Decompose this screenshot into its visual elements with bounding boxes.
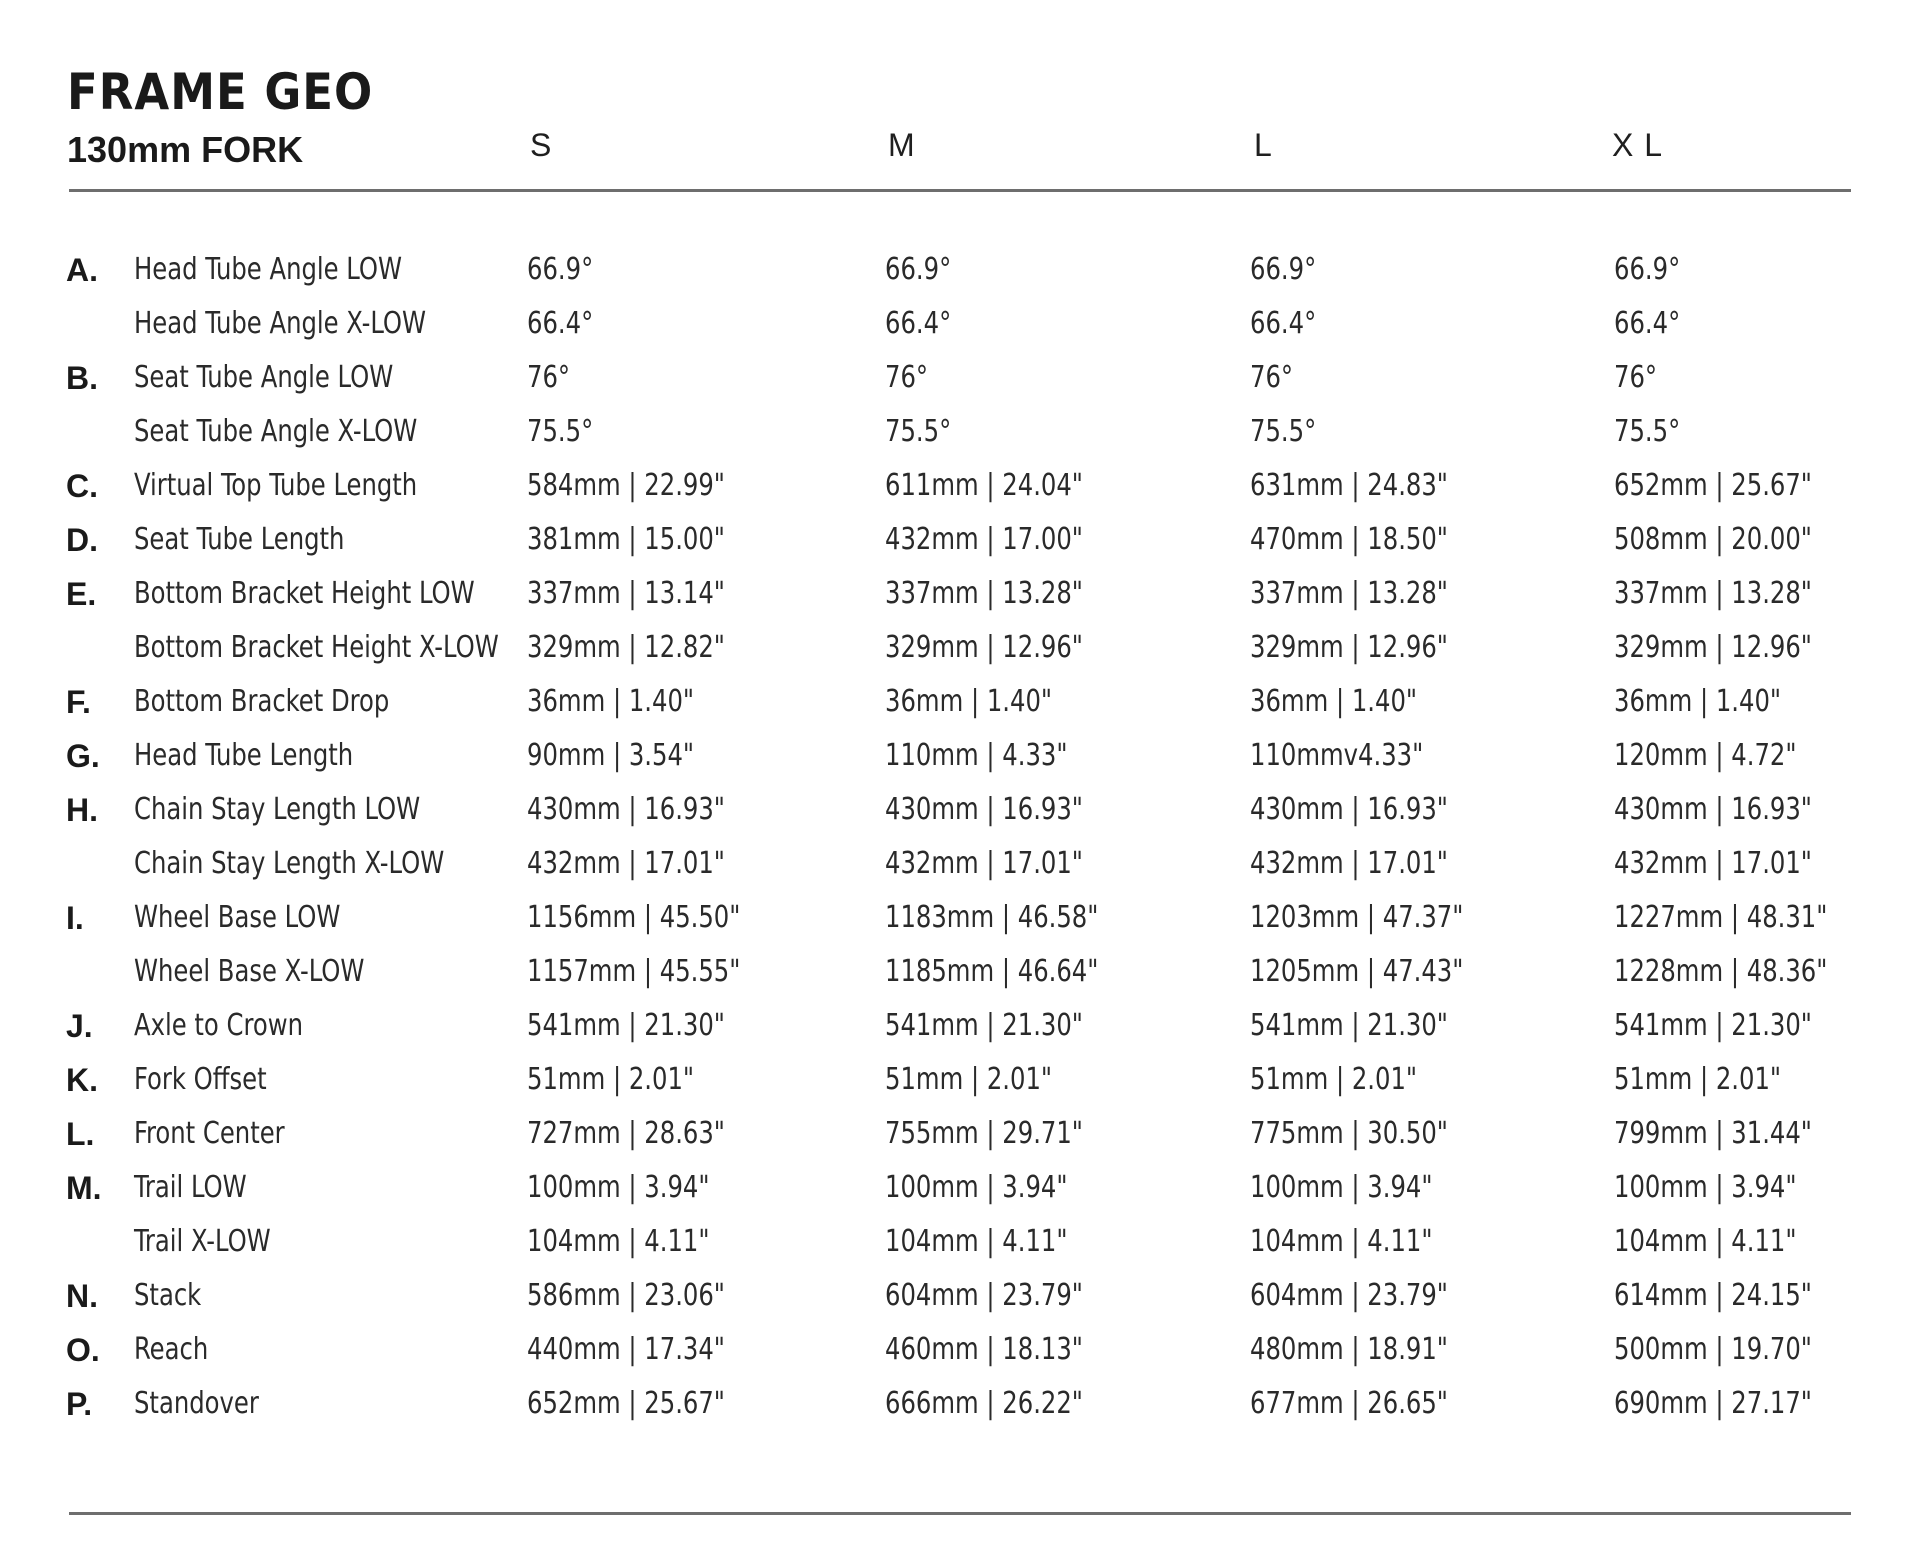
page-title: FRAME GEO <box>67 63 374 121</box>
row-letter: F. <box>66 684 91 720</box>
row-label: Wheel Base LOW <box>134 900 341 935</box>
row-value: 100mm | 3.94" <box>527 1170 710 1205</box>
row-value: 66.4° <box>1250 306 1317 341</box>
size-header-l: L <box>1254 127 1273 163</box>
row-value: 329mm | 12.96" <box>885 630 1083 665</box>
row-value: 1205mm | 47.43" <box>1250 954 1464 989</box>
row-value: 110mm | 4.33" <box>885 738 1068 773</box>
table-row <box>0 1269 1920 1323</box>
row-value: 75.5° <box>527 414 594 449</box>
row-value: 460mm | 18.13" <box>885 1332 1083 1367</box>
row-value: 120mm | 4.72" <box>1614 738 1797 773</box>
table-row <box>0 891 1920 945</box>
row-letter: H. <box>66 792 98 828</box>
fork-subtitle: 130mm FORK <box>67 129 304 170</box>
row-value: 104mm | 4.11" <box>1250 1224 1433 1259</box>
table-row <box>0 351 1920 405</box>
row-value: 51mm | 2.01" <box>885 1062 1053 1097</box>
row-value: 104mm | 4.11" <box>527 1224 710 1259</box>
row-letter: P. <box>66 1386 93 1422</box>
row-value: 541mm | 21.30" <box>1250 1008 1448 1043</box>
row-value: 1183mm | 46.58" <box>885 900 1099 935</box>
row-label: Virtual Top Tube Length <box>134 468 418 503</box>
row-value: 727mm | 28.63" <box>527 1116 725 1151</box>
row-value: 36mm | 1.40" <box>527 684 695 719</box>
row-value: 440mm | 17.34" <box>527 1332 725 1367</box>
row-label: Seat Tube Length <box>134 522 345 557</box>
row-value: 66.4° <box>885 306 952 341</box>
row-value: 480mm | 18.91" <box>1250 1332 1448 1367</box>
table-row <box>0 459 1920 513</box>
row-value: 541mm | 21.30" <box>1614 1008 1812 1043</box>
row-value: 586mm | 23.06" <box>527 1278 725 1313</box>
row-value: 76° <box>527 360 571 395</box>
row-letter: B. <box>66 360 98 396</box>
row-letter: A. <box>66 252 98 288</box>
row-value: 51mm | 2.01" <box>1614 1062 1782 1097</box>
row-value: 604mm | 23.79" <box>885 1278 1083 1313</box>
row-value: 775mm | 30.50" <box>1250 1116 1448 1151</box>
row-label: Head Tube Angle LOW <box>134 252 403 287</box>
row-value: 110mmv4.33" <box>1250 738 1424 773</box>
row-label: Axle to Crown <box>134 1008 303 1043</box>
row-label: Bottom Bracket Height LOW <box>134 576 475 611</box>
table-row <box>0 1053 1920 1107</box>
row-value: 430mm | 16.93" <box>885 792 1083 827</box>
row-label: Head Tube Length <box>134 738 354 773</box>
footer-divider <box>69 1512 1851 1515</box>
row-value: 66.9° <box>527 252 594 287</box>
row-value: 76° <box>1250 360 1294 395</box>
row-label: Bottom Bracket Drop <box>134 684 390 719</box>
row-value: 432mm | 17.01" <box>527 846 725 881</box>
row-value: 36mm | 1.40" <box>1614 684 1782 719</box>
table-row <box>0 1107 1920 1161</box>
table-row <box>0 1161 1920 1215</box>
size-header-s: S <box>530 127 553 163</box>
row-value: 1156mm | 45.50" <box>527 900 741 935</box>
size-header-xl: X L <box>1612 127 1664 163</box>
row-value: 1203mm | 47.37" <box>1250 900 1464 935</box>
row-value: 76° <box>885 360 929 395</box>
table-row <box>0 945 1920 999</box>
table-row <box>0 297 1920 351</box>
row-value: 432mm | 17.00" <box>885 522 1083 557</box>
row-value: 1157mm | 45.55" <box>527 954 741 989</box>
row-letter: G. <box>66 738 100 774</box>
row-value: 104mm | 4.11" <box>885 1224 1068 1259</box>
row-value: 604mm | 23.79" <box>1250 1278 1448 1313</box>
row-letter: C. <box>66 468 98 504</box>
row-value: 430mm | 16.93" <box>527 792 725 827</box>
row-value: 430mm | 16.93" <box>1614 792 1812 827</box>
row-letter: E. <box>66 576 97 612</box>
row-value: 584mm | 22.99" <box>527 468 725 503</box>
row-value: 677mm | 26.65" <box>1250 1386 1448 1421</box>
row-value: 337mm | 13.28" <box>1250 576 1448 611</box>
row-value: 541mm | 21.30" <box>885 1008 1083 1043</box>
row-value: 337mm | 13.28" <box>1614 576 1812 611</box>
row-value: 1185mm | 46.64" <box>885 954 1099 989</box>
row-value: 799mm | 31.44" <box>1614 1116 1812 1151</box>
row-value: 75.5° <box>1614 414 1681 449</box>
row-letter: I. <box>66 900 84 936</box>
row-label: Stack <box>134 1278 202 1313</box>
row-value: 631mm | 24.83" <box>1250 468 1448 503</box>
row-label: Standover <box>134 1386 259 1421</box>
row-value: 652mm | 25.67" <box>527 1386 725 1421</box>
row-value: 690mm | 27.17" <box>1614 1386 1812 1421</box>
row-label: Front Center <box>134 1116 285 1151</box>
row-label: Head Tube Angle X-LOW <box>134 306 427 341</box>
table-row <box>0 783 1920 837</box>
row-value: 66.9° <box>885 252 952 287</box>
row-label: Wheel Base X-LOW <box>134 954 365 989</box>
table-row <box>0 243 1920 297</box>
row-value: 500mm | 19.70" <box>1614 1332 1812 1367</box>
row-value: 1228mm | 48.36" <box>1614 954 1828 989</box>
row-value: 100mm | 3.94" <box>1614 1170 1797 1205</box>
row-letter: D. <box>66 522 98 558</box>
row-value: 508mm | 20.00" <box>1614 522 1812 557</box>
row-letter: L. <box>66 1116 95 1152</box>
row-value: 66.4° <box>527 306 594 341</box>
row-letter: K. <box>66 1062 98 1098</box>
row-value: 541mm | 21.30" <box>527 1008 725 1043</box>
row-value: 1227mm | 48.31" <box>1614 900 1828 935</box>
row-letter: M. <box>66 1170 102 1206</box>
row-value: 36mm | 1.40" <box>1250 684 1418 719</box>
row-label: Seat Tube Angle LOW <box>134 360 394 395</box>
row-label: Reach <box>134 1332 209 1367</box>
row-label: Chain Stay Length LOW <box>134 792 421 827</box>
table-row <box>0 405 1920 459</box>
row-value: 432mm | 17.01" <box>1614 846 1812 881</box>
row-label: Fork Offset <box>134 1062 267 1097</box>
row-value: 51mm | 2.01" <box>1250 1062 1418 1097</box>
row-value: 66.9° <box>1614 252 1681 287</box>
table-row <box>0 999 1920 1053</box>
row-value: 755mm | 29.71" <box>885 1116 1083 1151</box>
row-value: 66.9° <box>1250 252 1317 287</box>
row-value: 100mm | 3.94" <box>1250 1170 1433 1205</box>
row-value: 614mm | 24.15" <box>1614 1278 1812 1313</box>
row-value: 430mm | 16.93" <box>1250 792 1448 827</box>
row-label: Trail X-LOW <box>134 1224 271 1259</box>
row-value: 470mm | 18.50" <box>1250 522 1448 557</box>
row-value: 100mm | 3.94" <box>885 1170 1068 1205</box>
geometry-table <box>0 243 1920 1431</box>
row-value: 337mm | 13.28" <box>885 576 1083 611</box>
row-label: Seat Tube Angle X-LOW <box>134 414 418 449</box>
row-value: 611mm | 24.04" <box>885 468 1083 503</box>
row-value: 66.4° <box>1614 306 1681 341</box>
table-row <box>0 837 1920 891</box>
table-row <box>0 621 1920 675</box>
row-letter: O. <box>66 1332 100 1368</box>
row-label: Bottom Bracket Height X-LOW <box>134 630 499 665</box>
row-value: 432mm | 17.01" <box>885 846 1083 881</box>
header-divider <box>69 189 1851 192</box>
row-value: 329mm | 12.82" <box>527 630 725 665</box>
table-row <box>0 1377 1920 1431</box>
row-label: Chain Stay Length X-LOW <box>134 846 445 881</box>
row-value: 75.5° <box>1250 414 1317 449</box>
size-header-m: M <box>888 127 916 163</box>
table-row <box>0 513 1920 567</box>
row-letter: N. <box>66 1278 98 1314</box>
row-value: 652mm | 25.67" <box>1614 468 1812 503</box>
row-value: 90mm | 3.54" <box>527 738 695 773</box>
table-row <box>0 675 1920 729</box>
row-value: 36mm | 1.40" <box>885 684 1053 719</box>
table-row <box>0 567 1920 621</box>
row-value: 75.5° <box>885 414 952 449</box>
row-value: 329mm | 12.96" <box>1250 630 1448 665</box>
row-value: 381mm | 15.00" <box>527 522 725 557</box>
table-row <box>0 729 1920 783</box>
row-letter: J. <box>66 1008 93 1044</box>
row-value: 51mm | 2.01" <box>527 1062 695 1097</box>
row-label: Trail LOW <box>134 1170 247 1205</box>
row-value: 432mm | 17.01" <box>1250 846 1448 881</box>
row-value: 666mm | 26.22" <box>885 1386 1083 1421</box>
row-value: 329mm | 12.96" <box>1614 630 1812 665</box>
table-row <box>0 1323 1920 1377</box>
row-value: 337mm | 13.14" <box>527 576 725 611</box>
row-value: 104mm | 4.11" <box>1614 1224 1797 1259</box>
table-row <box>0 1215 1920 1269</box>
row-value: 76° <box>1614 360 1658 395</box>
